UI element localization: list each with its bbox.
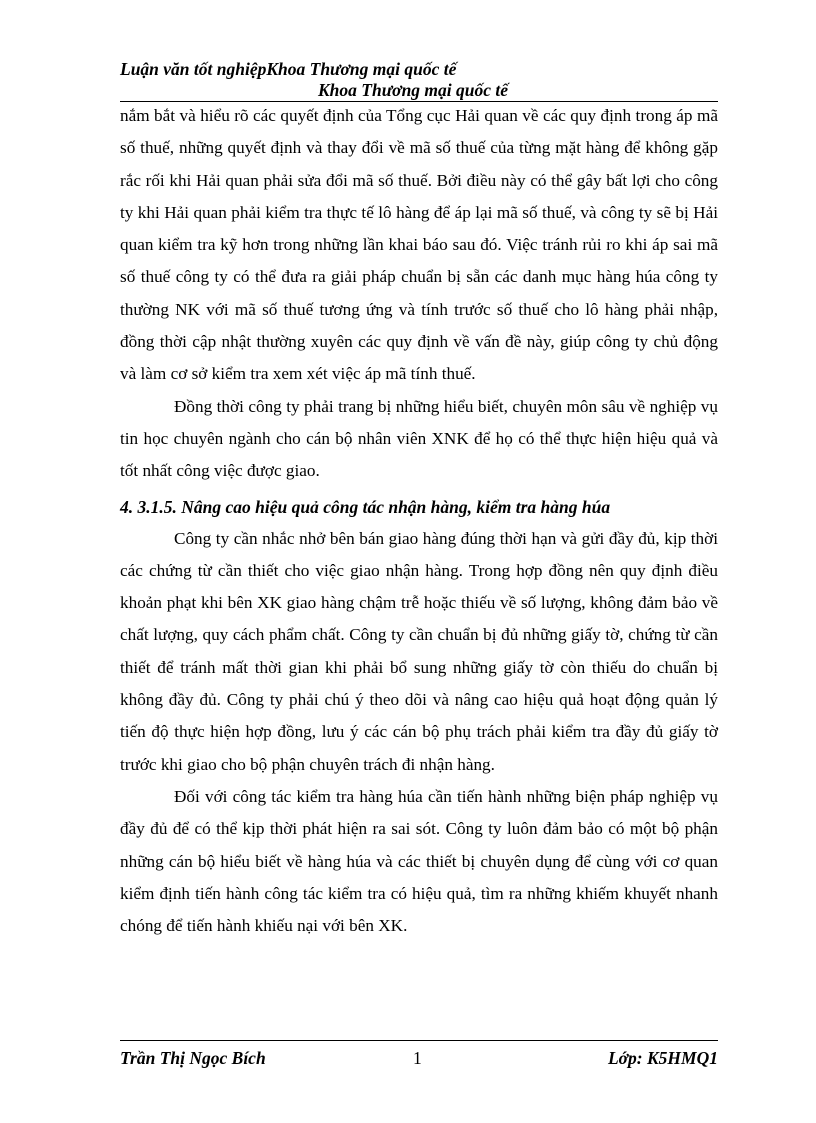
- page-number: 1: [413, 1048, 422, 1068]
- footer-divider: [120, 1040, 718, 1041]
- header-title: Luận văn tốt nghiệpKhoa Thương mại quốc tế: [120, 59, 457, 79]
- document-body: [120, 100, 718, 942]
- section-heading: 4. 3.1.5. Nâng cao hiệu quả công tác nhận hàng, kiểm tra hàng húa: [120, 496, 611, 517]
- footer-class: Lớp: K5HMQ1: [607, 1048, 718, 1068]
- paragraph: Đồng thời công ty phải trang bị những hiểu biết, chuyên môn sâu về nghiệp vụ tin học chuyên ngành cho cán bộ nhân viên XNK để họ có thể thực hiện hiệu quả và tốt nhất công việc được giao.: [120, 396, 718, 481]
- footer-author: Trần Thị Ngọc Bích: [120, 1048, 266, 1068]
- paragraph: Công ty cần nhắc nhở bên bán giao hàng đúng thời hạn và gửi đầy đủ, kịp thời các chứng từ cần thiết cho việc giao nhận hàng. Trong hợp đồng nên quy định điều khoản phạt khi bên XK giao hàng chậm trễ hoặc thiếu về số lượng, không đảm bảo về chất lượng, quy cách phẩm chất. Công ty cần chuẩn bị đủ những giấy tờ, chứng từ cần thiết để tránh mất thời gian khi phải bổ sung những giấy tờ còn thiếu do chuẩn bị không đầy đủ. Công ty phải chú ý theo dõi và nâng cao hiệu quả hoạt động quản lý tiến độ thực hiện hợp đồng, lưu ý các cán bộ phụ trách phải kiểm tra đầy đủ giấy tờ trước khi giao cho bộ phận chuyên trách đi nhận hàng.: [120, 528, 718, 774]
- paragraph-continued: nắm bắt và hiểu rõ các quyết định của Tổng cục Hải quan về các quy định trong áp mã số thuế, những quyết định và thay đổi về mã số thuế của từng mặt hàng để không gặp rắc rối khi Hải quan phải sửa đổi mã số thuế. Bởi điều này có thể gây bất lợi cho công ty khi Hải quan phải kiểm tra thực tế lô hàng để áp lại mã số thuế, và công ty sẽ bị Hải quan kiểm tra kỹ hơn trong những lần khai báo sau đó. Việc tránh rủi ro khi áp sai mã số thuế công ty có thể đưa ra giải pháp chuẩn bị sẵn các danh mục hàng húa công ty thường NK với mã số thuế tương ứng và tính trước số thuế cho lô hàng phải nhập, đồng thời cập nhật thường xuyên các quy định về vấn đề này, giúp công ty chủ động và làm cơ sở kiểm tra xem xét việc áp mã tính thuế.: [120, 106, 718, 384]
- paragraph: Đối với công tác kiểm tra hàng húa cần tiến hành những biện pháp nghiệp vụ đầy đủ để có thể kịp thời phát hiện ra sai sót. Công ty luôn đảm bảo có một bộ phận những cán bộ hiểu biết về hàng húa và các thiết bị chuyên dụng để cùng với cơ quan kiểm định tiến hành công tác kiểm tra có hiệu quả, tìm ra những khiếm khuyết nhanh chóng để tiến hành khiếu nại với bên XK.: [120, 786, 718, 936]
- header-subtitle: Khoa Thương mại quốc tế: [318, 80, 509, 100]
